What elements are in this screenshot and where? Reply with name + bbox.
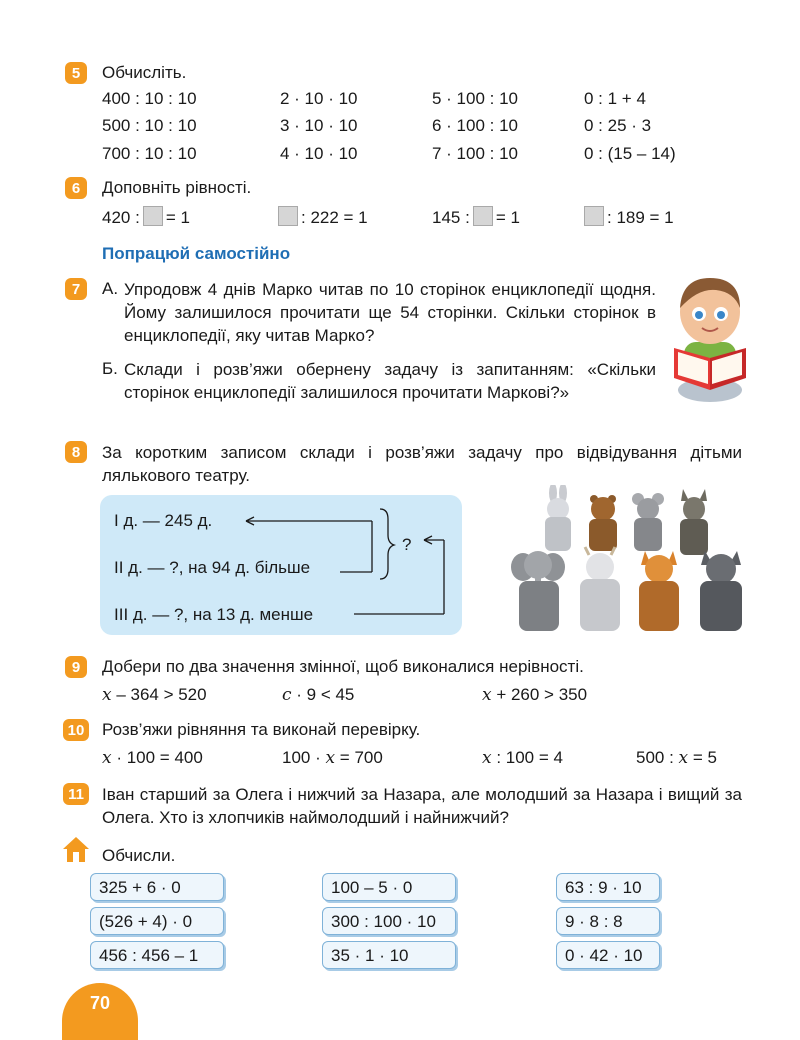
ex10-pre: 100 · — [282, 748, 326, 767]
ex5-cell: 7 · 100 : 10 — [432, 144, 519, 163]
ex10-post: · 100 = 400 — [111, 748, 203, 767]
exercise-8-badge: 8 — [65, 441, 87, 463]
ex6-item-before: 420 : — [102, 208, 140, 227]
ex6-item-after: : 189 = 1 — [607, 208, 674, 227]
puppets-illustration — [505, 485, 755, 635]
donkey-puppet — [680, 489, 708, 555]
blank-box[interactable] — [473, 206, 493, 226]
ex10-item — [102, 747, 203, 769]
note-row-2: ІІ д. — ?, на 94 д. більше — [114, 558, 311, 577]
mouse-puppet — [632, 493, 664, 551]
ex8-text: За коротким записом склади і розв’яжи задачу про відвідування дітьми лялькового театру. — [102, 443, 742, 485]
blank-box[interactable] — [278, 206, 298, 226]
exercise-9-badge: 9 — [65, 656, 87, 678]
ex5-cell: 5 · 100 : 10 — [432, 89, 519, 108]
elephant-puppet — [511, 551, 565, 631]
homework-expression: 300 : 100 · 10 — [322, 907, 456, 935]
homework-expression: 456 : 456 – 1 — [90, 941, 224, 969]
ex10-post: = 5 — [688, 748, 717, 767]
exercise-10-title: Розв’яжи рівняння та виконай перевірку. — [102, 720, 421, 739]
exercise-7-badge: 7 — [65, 278, 87, 300]
goat-puppet — [580, 547, 620, 631]
ex5-cell: 500 : 10 : 10 — [102, 116, 197, 135]
ex10-item — [282, 747, 383, 769]
homework-expression: 63 : 9 · 10 — [556, 873, 660, 901]
ex6-item-before: 145 : — [432, 208, 470, 227]
ex9-item-rest: + 260 > 350 — [491, 685, 588, 704]
exercise-6-title: Доповніть рівності. — [102, 178, 252, 197]
ex5-cell: 6 · 100 : 10 — [432, 116, 519, 135]
ex7-b-text: Склади і розв’яжи обернену задачу із запитанням: «Скільки сторінок енциклопедії залишилося прочитати Маркові?» — [124, 360, 656, 402]
ex6-item — [102, 206, 190, 229]
note-row-3: ІІІ д. — ?, на 13 д. менше — [114, 605, 314, 624]
exercise-9-title: Добери по два значення змінної, щоб виконалися нерівності. — [102, 657, 584, 676]
ex10-post: = 700 — [335, 748, 383, 767]
section-title: Попрацюй самостійно — [102, 244, 291, 263]
variable: x — [678, 748, 689, 768]
blank-box[interactable] — [143, 206, 163, 226]
homework-expression: 325 + 6 · 0 — [90, 873, 224, 901]
ex9-item — [282, 684, 354, 706]
ex11-text: Іван старший за Олега і нижчий за Назара, але молодший за Назара і вищий за Олега. Хто із хлопчиків наймолодший і найнижчий? — [102, 785, 742, 827]
bear-puppet — [589, 495, 617, 551]
ex9-item-rest: – 364 > 520 — [111, 685, 207, 704]
ex5-cell: 400 : 10 : 10 — [102, 89, 197, 108]
ex6-item — [278, 206, 368, 229]
ex10-item — [482, 747, 563, 769]
variable: c — [282, 685, 292, 705]
ex7-a-label: А. — [102, 279, 119, 298]
ex6-item-after: : 222 = 1 — [301, 208, 368, 227]
homework-expression: (526 + 4) · 0 — [90, 907, 224, 935]
rabbit-puppet — [545, 485, 571, 551]
ex5-cell: 4 · 10 · 10 — [280, 144, 358, 163]
ex5-cell: 3 · 10 · 10 — [280, 116, 358, 135]
ex6-item — [432, 206, 520, 229]
variable: x — [102, 748, 112, 768]
variable: x — [325, 748, 336, 768]
blank-box[interactable] — [584, 206, 604, 226]
variable: x — [482, 748, 492, 768]
homework-expression: 100 – 5 · 0 — [322, 873, 456, 901]
fox-puppet — [639, 551, 679, 631]
note-question: ? — [402, 535, 412, 554]
ex6-item — [584, 206, 674, 229]
ex9-item — [102, 684, 207, 706]
homework-title: Обчисли. — [102, 846, 176, 865]
variable: x — [482, 685, 492, 705]
variable: x — [102, 685, 112, 705]
boy-reading-illustration — [668, 272, 752, 404]
ex9-item-rest: · 9 < 45 — [291, 685, 355, 704]
ex7-b-label: Б. — [102, 359, 118, 378]
ex10-pre: 500 : — [636, 748, 679, 767]
exercise-11-badge: 11 — [63, 783, 89, 805]
exercise-5-title: Обчисліть. — [102, 63, 187, 82]
note-arrows — [100, 495, 462, 635]
homework-expression: 9 · 8 : 8 — [556, 907, 660, 935]
ex5-cell: 0 : 1 + 4 — [584, 89, 646, 108]
note-row-1: І д. — 245 д. — [114, 511, 213, 530]
ex6-item-after: = 1 — [495, 208, 520, 227]
ex10-post: : 100 = 4 — [491, 748, 563, 767]
ex9-item — [482, 684, 587, 706]
exercise-6-badge: 6 — [65, 177, 87, 199]
ex5-cell: 700 : 10 : 10 — [102, 144, 197, 163]
exercise-5-badge: 5 — [65, 62, 87, 84]
homework-expression: 35 · 1 · 10 — [322, 941, 456, 969]
ex5-cell: 0 : (15 – 14) — [584, 144, 676, 163]
ex6-item-after: = 1 — [165, 208, 190, 227]
ex5-cell: 0 : 25 · 3 — [584, 116, 652, 135]
exercise-10-badge: 10 — [63, 719, 89, 741]
homework-expression: 0 · 42 · 10 — [556, 941, 660, 969]
wolf-puppet — [700, 551, 742, 631]
page-number: 70 — [62, 983, 138, 1040]
house-icon — [62, 835, 90, 863]
ex10-item — [636, 747, 717, 769]
ex5-cell: 2 · 10 · 10 — [280, 89, 358, 108]
ex7-a-text: Упродовж 4 днів Марко читав по 10 сторінок енциклопедії щодня. Йому залишилося прочитати ще 54 сторінки. Скільки сторінок в енциклопедії, яку читав Марко? — [124, 280, 656, 345]
